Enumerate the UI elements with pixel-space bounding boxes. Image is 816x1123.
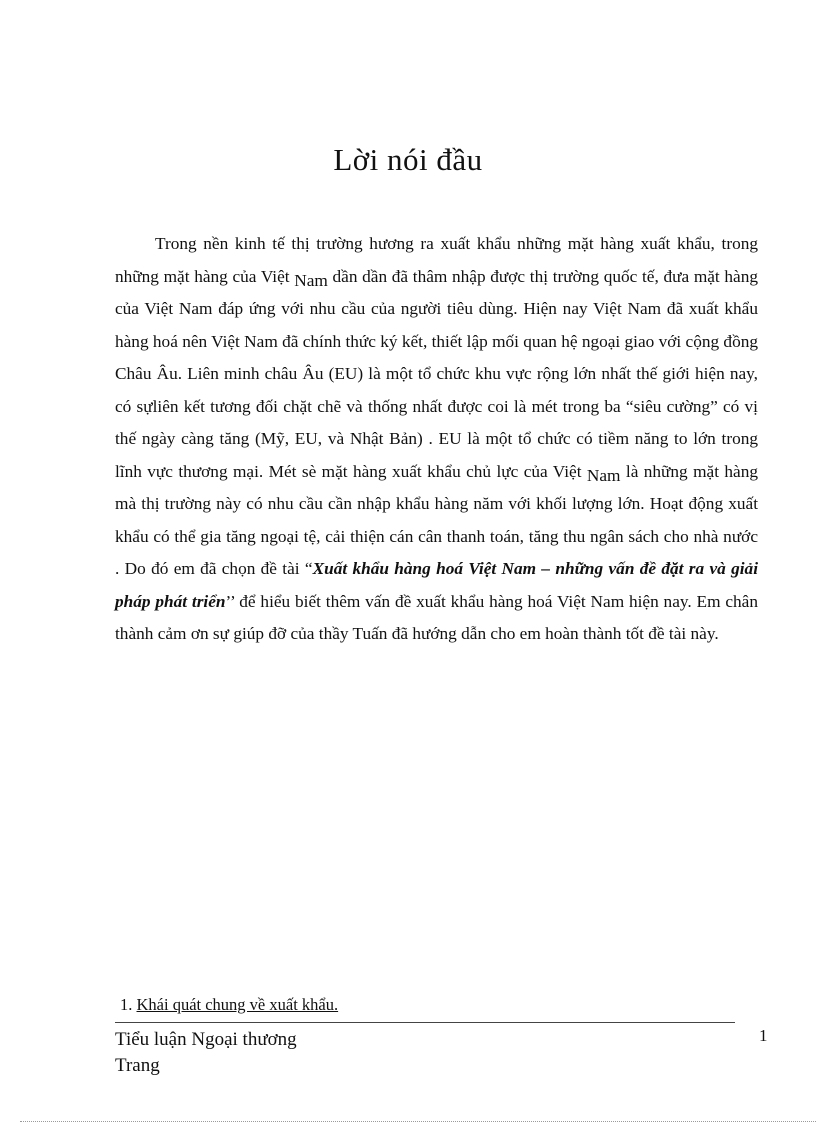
footer-course-title: Tiểu luận Ngoại thương: [115, 1029, 297, 1050]
intro-paragraph: [115, 228, 758, 651]
page-title: Lời nói đầu: [333, 142, 483, 177]
section-number: 1.: [120, 995, 137, 1014]
section-label: Khái quát chung về xuất khẩu.: [136, 995, 339, 1014]
paragraph-text: Nam: [294, 270, 328, 290]
footer-page-number: 1: [759, 1026, 768, 1045]
section-heading: [120, 995, 338, 1015]
footer-divider: [115, 1022, 735, 1023]
paragraph-text: ’’ để hiểu biết thêm vấn đề xuất khẩu hàng hoá Việt Nam hiện nay. Em chân thành cảm ơn sự giúp đỡ của thầy Tuấn đã hướng dẫn cho em hoàn thành tốt đề tài này.: [115, 591, 758, 643]
page-edge-divider: [20, 1121, 816, 1122]
footer-text: [115, 1027, 297, 1079]
paragraph-text: Nam: [586, 465, 621, 485]
topic-title: Xuất khẩu hàng hoá Việt Nam – những vấn đề đặt ra và giải pháp phát triển: [115, 559, 758, 611]
paragraph-text: dần dần đã thâm nhập được thị trường quốc tế, đưa mặt hàng của Việt Nam đáp ứng với nhu cầu của người tiêu dùng. Hiện nay Việt Nam đã xuất khẩu hàng hoá nên Việt Nam đã chính thức ký kết, thiết lập mối quan hệ ngoại giao với cộng đồng Châu Âu. Liên minh châu Âu (EU) là một tổ chức khu vực rộng lớn nhất thế giới hiện nay, có sựliên kết tương đối chặt chẽ và thống nhất được coi là mét trong ba “siêu cường” có vị thế ngày càng tăng (Mỹ, EU, và Nhật Bản) . EU là một tổ chức có tiềm năng to lớn trong lĩnh vực thương mại. Mét sè mặt hàng xuất khẩu chủ lực của Việt: [115, 266, 759, 481]
paragraph-text: là những mặt hàng mà thị trường này có nhu cầu cần nhập khẩu hàng năm với khối lượng lớn. Hoạt động xuất khẩu có thể gia tăng ngoại tệ, cải thiện cán cân thanh toán, tăng thu ngân sách cho nhà nước . Do đó em đã chọn đề tài “: [115, 461, 759, 578]
footer-page-label: Trang: [115, 1055, 160, 1076]
paragraph-text: Trong nền kinh tế thị trường hương ra xuất khẩu những mặt hàng xuất khẩu, trong những mặt hàng của Việt: [115, 234, 758, 286]
